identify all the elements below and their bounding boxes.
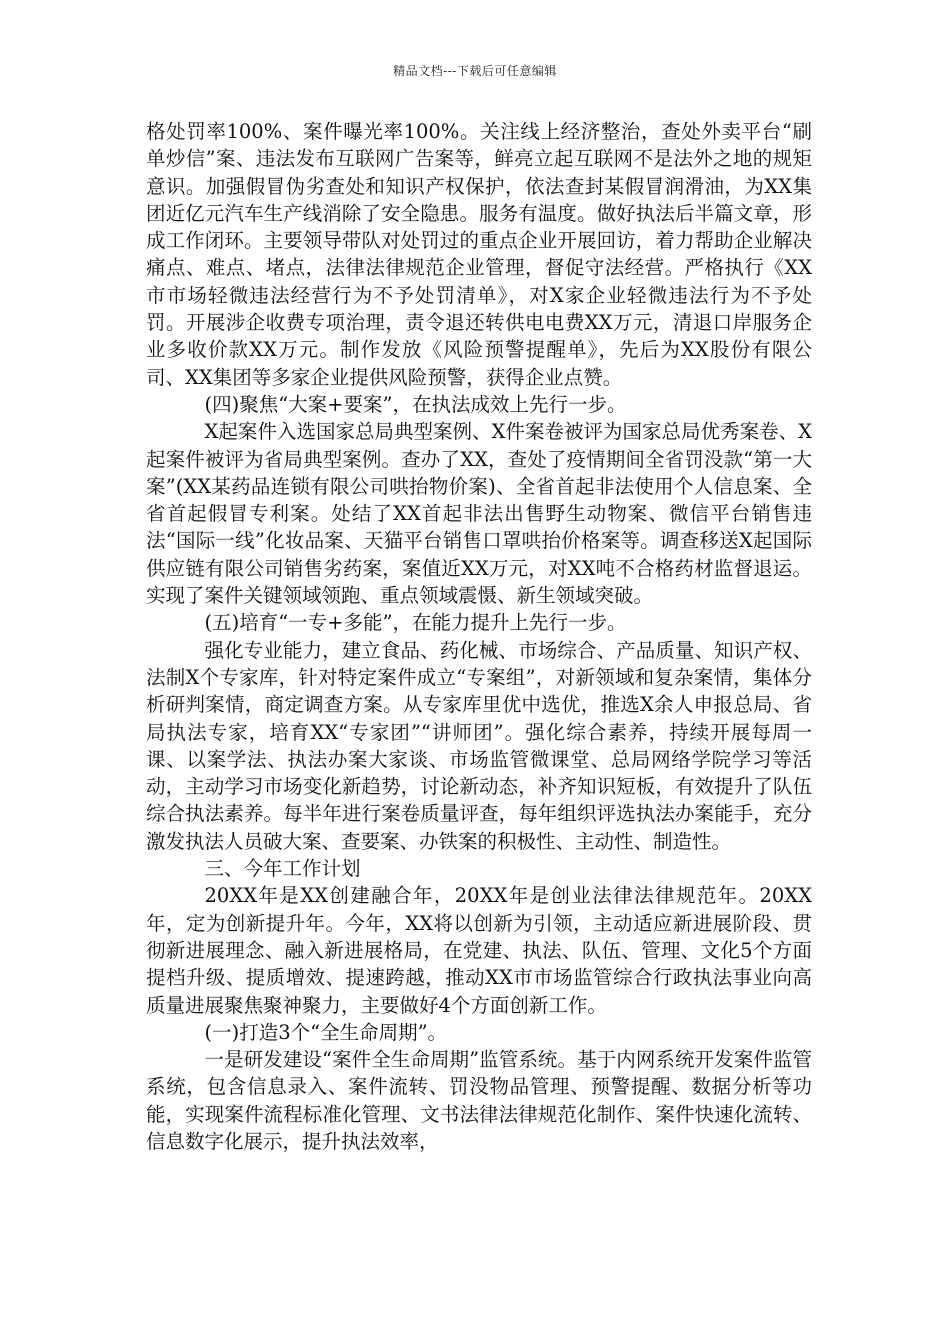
- section-heading-5: (五)培育“一专+多能”，在能力提升上先行一步。: [204, 611, 627, 635]
- section-heading-1: (一)打造3个“全生命周期”。: [204, 1020, 448, 1044]
- section-heading-4: (四)聚焦“大案+要案”，在执法成效上先行一步。: [204, 392, 627, 416]
- paragraph: 20XX年是XX创建融合年，20XX年是创业法律法律规范年。20XX年，定为创新提升年。今年，XX将以创新为引领，主动适应新进展阶段、贯彻新进展理念、融入新进展格局，在党建、执法、队伍、管理、文化5个方面提档升级、提质增效、提速跨越，推动XX市市场监管综合行政执法事业向高质量进展聚焦聚神聚力，主要做好4个方面创新工作。: [146, 884, 812, 1017]
- paragraph: X起案件入选国家总局典型案例、X件案卷被评为国家总局优秀案卷、X起案件被评为省局典型案例。查办了XX，查处了疫情期间全省罚没款“第一大案”(XX某药品连锁有限公司哄抬物价案)、全省首起非法使用个人信息案、全省首起假冒专利案。处结了XX首起非法出售野生动物案、微信平台销售违法“国际一线”化妆品案、天猫平台销售口罩哄抬价格案等。调查移送X起国际供应链有限公司销售劣药案，案值近XX万元，对XX吨不合格药材监督退运。实现了案件关键领域领跑、重点领域震慑、新生领域突破。: [146, 420, 812, 608]
- paragraph: 一是研发建设“案件全生命周期”监管系统。基于内网系统开发案件监管系统，包含信息录入、案件流转、罚没物品管理、预警提醒、数据分析等功能，实现案件流程标准化管理、文书法律法律规范化制作、案件快速化流转、信息数字化展示，提升执法效率，: [146, 1048, 812, 1153]
- paragraph-continuation: 格处罚率100%、案件曝光率100%。关注线上经济整治，查处外卖平台“刷单炒信”案、违法发布互联网广告案等，鲜亮立起互联网不是法外之地的规矩意识。加强假冒伪劣查处和知识产权保护，依法查封某假冒润滑油，为XX集团近亿元汽车生产线消除了安全隐患。服务有温度。做好执法后半篇文章，形成工作闭环。主要领导带队对处罚过的重点企业开展回访，着力帮助企业解决痛点、难点、堵点，法律法律规范企业管理，督促守法经营。严格执行《XX市市场轻微违法经营行为不予处罚清单》，对X家企业轻微违法行为不予处罚。开展涉企收费专项治理，责令退还转供电电费XX万元，清退口岸服务企业多收价款XX万元。制作发放《风险预警提醒单》，先后为XX股份有限公司、XX集团等多家企业提供风险预警，获得企业点赞。: [146, 120, 812, 389]
- page-header: 精品文档---下载后可任意编辑: [393, 64, 557, 78]
- chapter-heading-3: 三、今年工作计划: [204, 857, 361, 881]
- paragraph: 强化专业能力，建立食品、药化械、市场综合、产品质量、知识产权、法制X个专家库，针对特定案件成立“专案组”，对新领域和复杂案情，集体分析研判案情，商定调查方案。从专家库里优中选优，推选X余人申报总局、省局执法专家，培育XX“专家团”“讲师团”。强化综合素养，持续开展每周一课、以案学法、执法办案大家谈、市场监管微课堂、总局网络学院学习等活动，主动学习市场变化新趋势，讨论新动态，补齐知识短板，有效提升了队伍综合执法素养。每半年进行案卷质量评查，每年组织评选执法办案能手，充分激发执法人员破大案、查要案、办铁案的积极性、主动性、制造性。: [146, 638, 812, 853]
- document-body: [146, 118, 812, 1155]
